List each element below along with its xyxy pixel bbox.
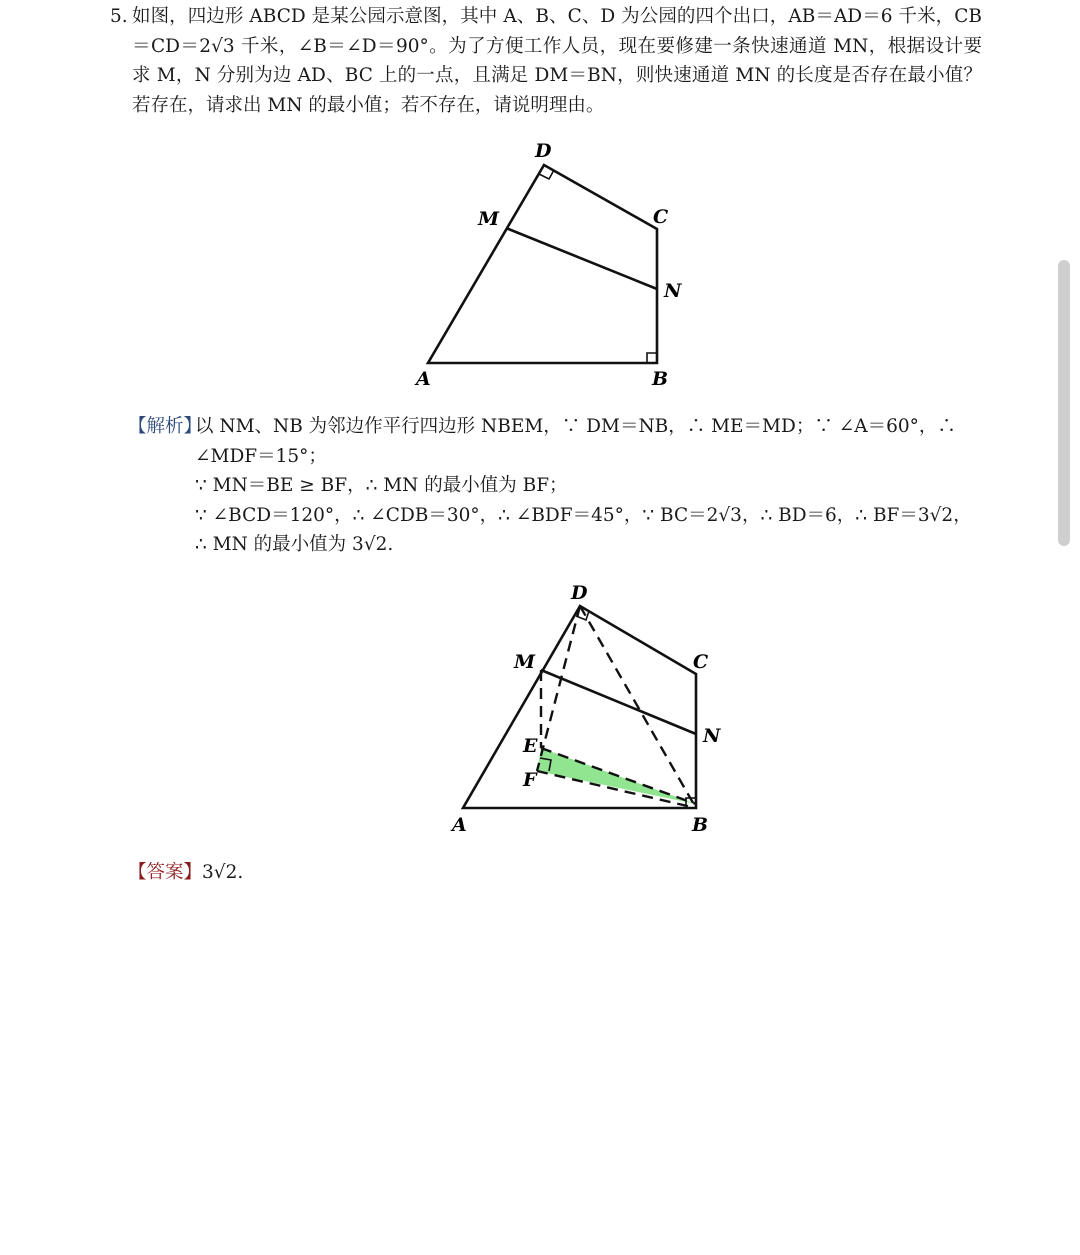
dashed-df bbox=[537, 606, 580, 771]
problem-text: 如图，四边形 ABCD 是某公园示意图，其中 A、B、C、D 为公园的四个出口，AB＝AD＝6 千米，CB＝CD＝2√3 千米，∠B＝∠D＝90°。为了方便工作人员，现在要修建一条快速通道 MN，根据设计要求 M，N 分别为边 AD、BC 上的一点，且满足 DM＝BN，则快速通道 MN 的长度是否存在最小值？若存在，请求出 MN 的最小值；若不存在，请说明理由。 bbox=[132, 6, 982, 116]
label-a: A bbox=[416, 368, 431, 390]
quad-abcd bbox=[428, 165, 657, 363]
right-angle-b bbox=[647, 353, 657, 363]
segment-mn bbox=[506, 228, 657, 289]
analysis-tag: 【解析】 bbox=[128, 416, 203, 437]
label-d: D bbox=[535, 140, 552, 162]
problem-number: 5. bbox=[110, 6, 128, 27]
answer-tag: 【答案】 bbox=[128, 862, 203, 883]
problem-statement bbox=[110, 2, 982, 120]
answer-section bbox=[128, 858, 243, 888]
vertical-scrollbar[interactable] bbox=[1058, 260, 1070, 546]
figure-quadrilateral bbox=[400, 132, 700, 394]
label-f-2: F bbox=[523, 769, 537, 791]
label-n: N bbox=[664, 280, 682, 302]
label-e-2: E bbox=[523, 735, 538, 757]
analysis-line-1: 以 NM、NB 为邻边作平行四边形 NBEM，∵ DM＝NB，∴ ME＝MD；∵ ∠A＝60°，∴ ∠MDF＝15°； bbox=[195, 416, 956, 467]
label-b: B bbox=[652, 368, 669, 390]
label-c: C bbox=[653, 206, 669, 228]
analysis-section bbox=[128, 412, 982, 560]
label-m-2: M bbox=[514, 651, 536, 673]
label-c-2: C bbox=[693, 651, 709, 673]
label-b-2: B bbox=[692, 814, 709, 836]
segment-mn-2 bbox=[541, 670, 696, 734]
label-d-2: D bbox=[571, 582, 588, 604]
answer-value: 3√2. bbox=[202, 862, 244, 883]
label-a-2: A bbox=[452, 814, 467, 836]
analysis-line-2: ∵ MN＝BE ≥ BF，∴ MN 的最小值为 BF； bbox=[195, 475, 568, 496]
label-n-2: N bbox=[703, 725, 721, 747]
figure-construction bbox=[440, 576, 730, 842]
label-m: M bbox=[478, 208, 500, 230]
analysis-line-3: ∵ ∠BCD＝120°，∴ ∠CDB＝30°，∴ ∠BDF＝45°，∵ BC＝2√3，∴ BD＝6，∴ BF＝3√2，∴ MN 的最小值为 3√2. bbox=[195, 504, 972, 555]
